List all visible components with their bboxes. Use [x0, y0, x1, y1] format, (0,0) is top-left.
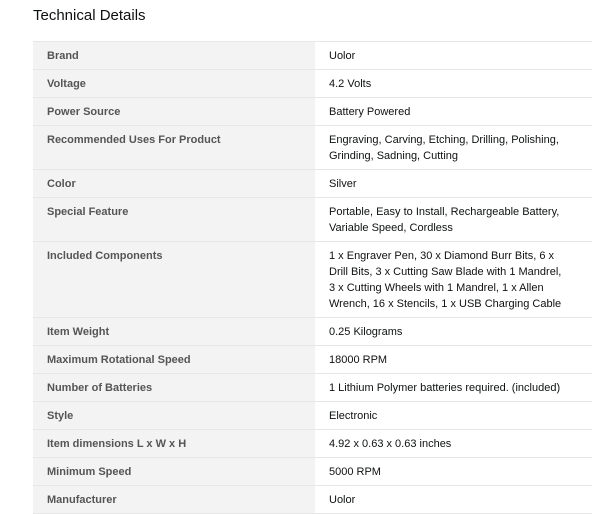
table-row	[33, 126, 592, 170]
row-value: 1 x Engraver Pen, 30 x Diamond Burr Bits, 6 x Drill Bits, 3 x Cutting Saw Blade with 1 Mandrel, 3 x Cutting Wheels with 1 Mandrel, 1 x Allen Wrench, 16 x Stencils, 1 x USB Charging Cable	[329, 249, 562, 310]
row-value: 1 Lithium Polymer batteries required. (included)	[329, 381, 561, 394]
row-label: Voltage	[33, 70, 315, 98]
row-label: Included Components	[33, 242, 315, 318]
row-value: Electronic	[329, 409, 378, 422]
table-row	[33, 42, 592, 70]
table-row	[33, 318, 592, 346]
row-value: Silver	[329, 177, 357, 190]
table-row	[33, 198, 592, 242]
row-label: Brand	[33, 42, 315, 70]
row-value: 4.92 x 0.63 x 0.63 inches	[329, 437, 452, 450]
table-row	[33, 346, 592, 374]
row-value: 4.2 Volts	[329, 77, 372, 90]
row-label: Minimum Speed	[33, 458, 315, 486]
row-value: Uolor	[329, 49, 356, 62]
table-row	[33, 170, 592, 198]
row-label: Manufacturer	[33, 486, 315, 514]
row-label: Item Weight	[33, 318, 315, 346]
row-label: Power Source	[33, 98, 315, 126]
row-label: Number of Batteries	[33, 374, 315, 402]
table-row	[33, 70, 592, 98]
row-value: 5000 RPM	[329, 465, 381, 478]
row-value: Battery Powered	[329, 105, 411, 118]
row-label: Style	[33, 402, 315, 430]
row-value: 0.25 Kilograms	[329, 325, 403, 338]
table-row	[33, 242, 592, 318]
row-label: Maximum Rotational Speed	[33, 346, 315, 374]
row-label: Color	[33, 170, 315, 198]
row-value: Uolor	[329, 493, 356, 506]
section-title: Technical Details	[33, 7, 146, 24]
table-row	[33, 98, 592, 126]
row-value: Engraving, Carving, Etching, Drilling, Polishing, Grinding, Sadning, Cutting	[329, 133, 559, 162]
row-label: Special Feature	[33, 198, 315, 242]
technical-details-table	[33, 41, 592, 514]
row-value: 18000 RPM	[329, 353, 388, 366]
table-row	[33, 374, 592, 402]
table-row	[33, 430, 592, 458]
row-label: Recommended Uses For Product	[33, 126, 315, 170]
table-row	[33, 458, 592, 486]
row-value: Portable, Easy to Install, Rechargeable Battery, Variable Speed, Cordless	[329, 205, 560, 234]
table-row	[33, 486, 592, 514]
table-row	[33, 402, 592, 430]
row-label: Item dimensions L x W x H	[33, 430, 315, 458]
